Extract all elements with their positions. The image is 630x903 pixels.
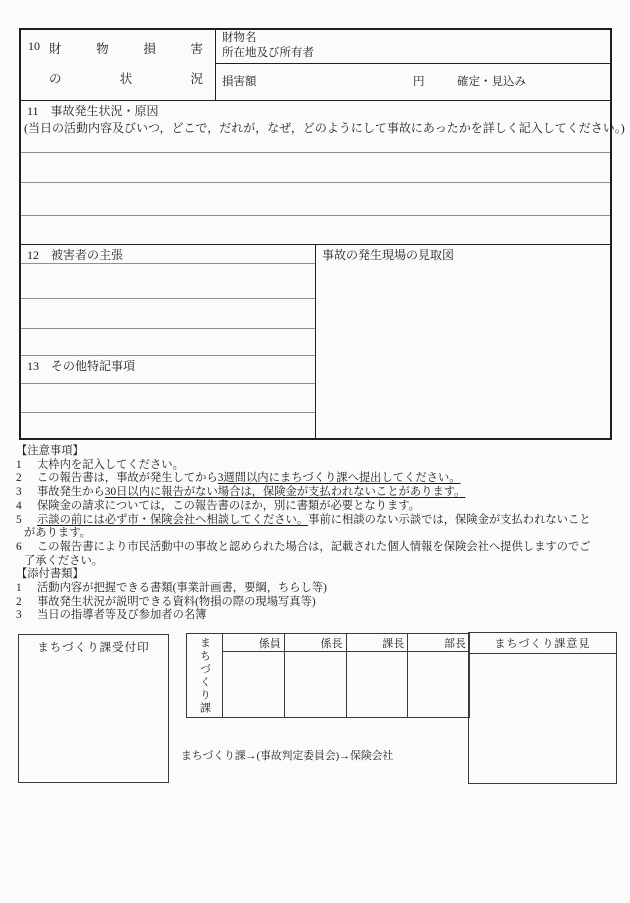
note-text [24, 527, 91, 541]
ruled-line [21, 383, 315, 384]
note-item [16, 514, 620, 528]
label-char: 物 [96, 42, 109, 56]
approval-column-header: 課長 [347, 634, 408, 652]
note-text-segment: 了承ください。 [24, 554, 104, 567]
note-item [16, 541, 620, 555]
note-text-segment: 保険金の請求については，この報告書のほか，別に書類が必要となります。 [37, 499, 420, 512]
department-label: まちづくり課 [198, 636, 211, 715]
note-text-segment: この報告書は，事故が発生してから [37, 472, 218, 485]
approval-column-header: 係員 [223, 634, 284, 652]
row10-bottom-line [21, 100, 610, 101]
attachment-item [16, 609, 620, 623]
ruled-line [21, 263, 315, 264]
note-number: 1 [16, 458, 22, 471]
note-item [16, 527, 620, 541]
attachment-number: 1 [16, 582, 22, 595]
cautions-header: 【注意事項】 [16, 445, 84, 457]
label-char: 害 [190, 42, 203, 56]
routing-flow-text: まちづくり課→(事故判定委員会)→保険会社 [181, 750, 394, 762]
attachment-item [16, 596, 620, 610]
note-number: 3 [16, 486, 22, 499]
label-char: 状 [119, 72, 133, 86]
approval-stamp-cell [408, 652, 469, 717]
opinion-box [468, 632, 617, 784]
attachment-text: 当日の指導者等及び参加者の名簿 [37, 609, 207, 622]
note-number: 6 [16, 540, 22, 553]
site-sketch-title: 事故の発生現場の見取図 [322, 248, 455, 262]
label-char: 況 [190, 72, 203, 86]
property-damage-chars-line2 [49, 69, 203, 87]
approval-column [346, 634, 408, 717]
note-text-underlined: 30日以内に報告がない場合は，保険金が支払われないことがあります。 [104, 486, 466, 499]
row-number: 10 [28, 39, 40, 53]
note-text [37, 500, 420, 514]
approval-column [407, 634, 469, 717]
row13-top-line [21, 355, 315, 356]
yen-label: 円 [413, 76, 425, 88]
approval-stamp-cell [347, 652, 408, 717]
property-name-label: 財物名 [222, 32, 257, 44]
approval-column-header: 部長 [408, 634, 469, 652]
ruled-line [21, 182, 610, 183]
victim-claims-title: 12 被害者の主張 [27, 248, 124, 262]
note-item [16, 459, 620, 473]
department-vertical-label-cell [187, 634, 223, 717]
accident-situation-instruction: (当日の活動内容及びいつ，どこで，だれが，なぜ，どのようにして事故にあったかを詳しく記入してください。) [24, 121, 625, 135]
note-item [16, 472, 620, 486]
location-owner-label: 所在地及び所有者 [222, 47, 314, 59]
notes-section [16, 445, 620, 623]
approval-stamp-cell [285, 652, 346, 717]
approval-column-header: 係長 [285, 634, 346, 652]
row12-divider-line [315, 244, 316, 438]
attachments-list [16, 582, 620, 623]
note-item [16, 500, 620, 514]
note-text [37, 541, 591, 555]
ruled-line [21, 328, 315, 329]
note-text-segment: 太枠内を記入してください。 [37, 458, 184, 471]
attachment-text: 事故発生状況が説明できる資料(物損の際の現場写真等) [37, 595, 316, 608]
note-number: 2 [16, 472, 22, 485]
note-text [37, 472, 461, 486]
accident-situation-title: 11 事故発生状況・原因 [27, 104, 159, 118]
note-text [37, 459, 184, 473]
receipt-stamp-box [18, 634, 169, 783]
ruled-line [21, 152, 610, 153]
row10-divider-line [215, 30, 216, 100]
row10-inner-line [215, 63, 610, 64]
label-char: 財 [49, 42, 62, 56]
note-text-segment: 事故発生から [37, 486, 105, 499]
approval-table [186, 633, 470, 718]
note-text [37, 486, 465, 500]
note-item [16, 555, 620, 569]
damage-report-table [19, 28, 625, 440]
note-number: 4 [16, 499, 22, 512]
note-text [24, 555, 103, 569]
cautions-list [16, 459, 620, 569]
approval-columns [223, 634, 469, 717]
note-text-segment: この報告書により市民活動中の事故と認められた場合は，記載された個人情報を保険会社へ提供しますのでご [37, 540, 591, 553]
other-remarks-title: 13 その他特記事項 [27, 359, 136, 373]
note-text [37, 514, 591, 528]
note-text-segment: があります。 [24, 527, 91, 540]
opinion-label: まちづくり課意見 [469, 633, 616, 654]
approval-column [284, 634, 346, 717]
ruled-line [21, 298, 315, 299]
ruled-line [21, 215, 610, 216]
approval-column [223, 634, 284, 717]
receipt-stamp-label: まちづくり課受付印 [37, 642, 150, 654]
attachment-number: 2 [16, 595, 22, 608]
note-text-underlined: 3週間以内にまちづくり課へ提出してください。 [217, 472, 461, 485]
label-char: 損 [143, 42, 156, 56]
attachments-header: 【添付書類】 [16, 568, 84, 581]
approval-stamp-cell [223, 652, 284, 717]
property-damage-chars-line1 [49, 39, 203, 57]
label-char: の [49, 72, 62, 86]
note-text-segment: 事前に相談のない示談では，保険金が支払われないこと [308, 513, 591, 526]
attachment-item [16, 582, 620, 596]
note-number: 5 [16, 513, 22, 526]
attachment-number: 3 [16, 609, 22, 622]
property-damage-section-label [21, 30, 215, 100]
ruled-line [21, 412, 315, 413]
note-text-underlined: 示談の前には必ず市・保険会社へ相談してください。 [37, 513, 309, 526]
note-item [16, 486, 620, 500]
damage-amount-label: 損害額 [222, 76, 257, 88]
confirmed-estimated-label: 確定・見込み [457, 76, 526, 88]
attachment-text: 活動内容が把握できる書類(事業計画書，要綱，ちらし等) [37, 582, 327, 595]
